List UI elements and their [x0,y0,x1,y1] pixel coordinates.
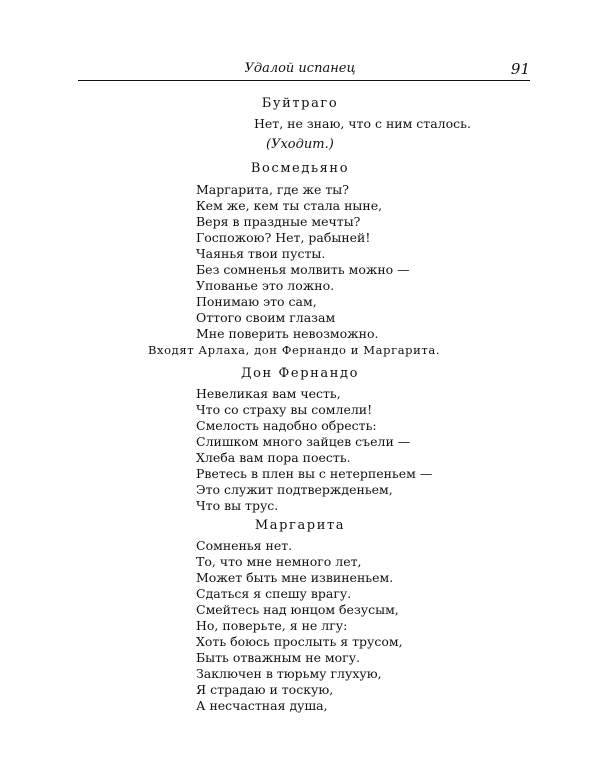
verse-line: Рветесь в плен вы с нетерпеньем — [196,466,433,481]
verse-line: Упованье это ложно. [196,278,335,293]
verse-line: Я страдаю и тоскую, [196,682,334,697]
verse-line: Что со страху вы сомлели! [196,402,373,417]
stage-direction: Входят Арлаха, дон Фернандо и Маргарита. [148,343,441,357]
verse-line: Оттого своим глазам [196,310,336,325]
page-number: 91 [510,60,530,78]
verse-line: А несчастная душа, [196,698,328,713]
verse-line: Госпожою? Нет, рабыней! [196,230,371,245]
verse-line: Чаянья твои пусты. [196,246,326,261]
verse-line: Невеликая вам честь, [196,386,341,401]
verse-line: Хлеба вам пора поесть. [196,450,351,465]
verse-line: Мне поверить невозможно. [196,326,379,341]
verse-line: Смелость надобно обресть: [196,418,377,433]
verse-line: Это служит подтвержденьем, [196,482,393,497]
verse-line: Быть отважным не могу. [196,650,361,665]
verse-line: То, что мне немного лет, [196,554,362,569]
speaker-name: Маргарита [254,518,346,533]
speaker-name: Дон Фернандо [240,366,360,381]
speaker-name: Восмедьяно [250,161,350,176]
running-header-title: Удалой испанец [244,61,356,76]
verse-line: Слишком много зайцев съели — [196,434,411,449]
verse-line: Может быть мне извиненьем. [196,570,394,585]
verse-line: Но, поверьте, я не лгу: [196,618,348,633]
verse-line: Нет, не знаю, что с ним сталось. [254,116,471,131]
verse-line: Понимаю это сам, [196,294,317,309]
verse-line: Без сомненья молвить можно — [196,262,410,277]
verse-line: Маргарита, где же ты? [196,182,349,197]
verse-line: Хоть боюсь прослыть я трусом, [196,634,403,649]
verse-line: Заключен в тюрьму глухую, [196,666,382,681]
stage-direction: (Уходит.) [266,137,334,152]
verse-line: Сдаться я спешу врагу. [196,586,352,601]
speaker-name: Буйтраго [261,96,339,111]
verse-line: Кем же, кем ты стала ныне, [196,198,383,213]
verse-line: Сомненья нет. [196,538,293,553]
verse-line: Что вы трус. [196,498,279,513]
verse-line: Смейтесь над юнцом безусым, [196,602,399,617]
header-rule [78,80,530,81]
verse-line: Веря в праздные мечты? [196,214,361,229]
